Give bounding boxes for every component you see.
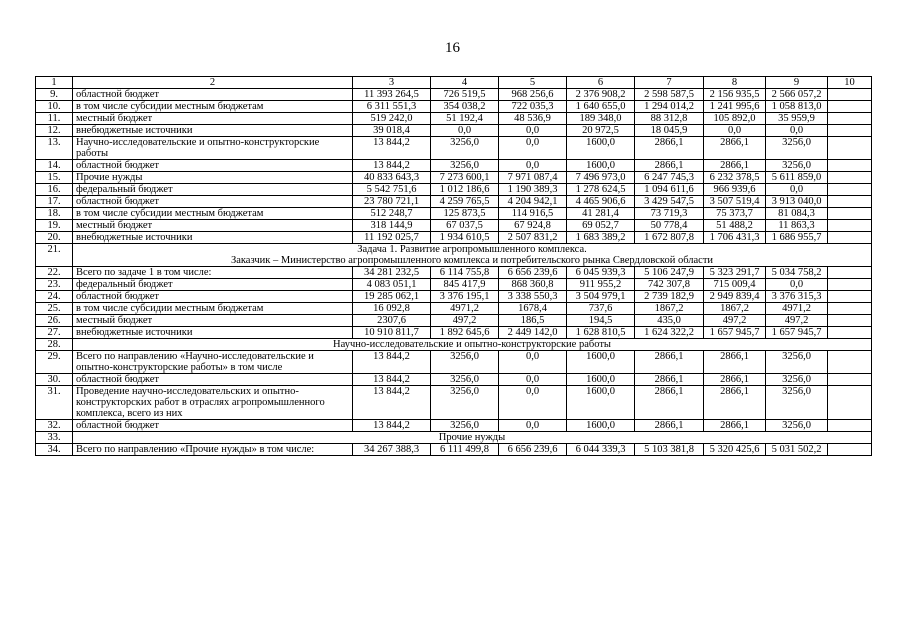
value-cell: 3 913 040,0 (766, 196, 828, 208)
value-cell: 6 656 239,6 (499, 444, 567, 456)
row-label: Всего по задаче 1 в том числе: (73, 267, 353, 279)
value-cell (828, 101, 872, 113)
row-number: 13. (36, 137, 73, 160)
value-cell: 48 536,9 (499, 113, 567, 125)
value-cell: 7 496 973,0 (567, 172, 635, 184)
value-cell: 1 278 624,5 (567, 184, 635, 196)
value-cell: 5 031 502,2 (766, 444, 828, 456)
row-number: 10. (36, 101, 73, 113)
section-title-line: Прочие нужды (438, 432, 506, 443)
value-cell: 2866,1 (704, 420, 766, 432)
value-cell: 497,2 (431, 315, 499, 327)
row-label: федеральный бюджет (73, 279, 353, 291)
value-cell: 3256,0 (431, 386, 499, 420)
row-label: внебюджетные источники (73, 125, 353, 137)
value-cell: 0,0 (499, 351, 567, 374)
value-cell: 73 719,3 (635, 208, 704, 220)
table-row (36, 184, 872, 196)
value-cell: 3256,0 (431, 374, 499, 386)
value-cell: 2866,1 (704, 351, 766, 374)
value-cell: 5 323 291,7 (704, 267, 766, 279)
value-cell: 88 312,8 (635, 113, 704, 125)
value-cell: 3256,0 (766, 374, 828, 386)
row-number: 17. (36, 196, 73, 208)
value-cell: 34 281 232,5 (353, 267, 431, 279)
table-row (36, 303, 872, 315)
row-number: 18. (36, 208, 73, 220)
value-cell: 1600,0 (567, 351, 635, 374)
value-cell: 40 833 643,3 (353, 172, 431, 184)
value-cell: 3256,0 (766, 160, 828, 172)
value-cell: 0,0 (499, 374, 567, 386)
value-cell: 4 204 942,1 (499, 196, 567, 208)
row-number: 26. (36, 315, 73, 327)
value-cell: 4971,2 (431, 303, 499, 315)
value-cell: 435,0 (635, 315, 704, 327)
row-number: 29. (36, 351, 73, 374)
row-number: 27. (36, 327, 73, 339)
section-title-line: Научно-исследовательские и опытно-конструкторские работы (333, 339, 611, 350)
value-cell: 0,0 (704, 125, 766, 137)
value-cell: 11 863,3 (766, 220, 828, 232)
value-cell: 2866,1 (635, 137, 704, 160)
value-cell: 2866,1 (704, 160, 766, 172)
value-cell (828, 374, 872, 386)
value-cell: 497,2 (766, 315, 828, 327)
value-cell: 5 034 758,2 (766, 267, 828, 279)
value-cell: 1 190 389,3 (499, 184, 567, 196)
value-cell: 7 273 600,1 (431, 172, 499, 184)
value-cell: 6 045 939,3 (567, 267, 635, 279)
value-cell: 75 373,7 (704, 208, 766, 220)
section-title (73, 339, 872, 351)
value-cell (828, 420, 872, 432)
value-cell: 1 892 645,6 (431, 327, 499, 339)
value-cell: 1 672 807,8 (635, 232, 704, 244)
value-cell: 3 504 979,1 (567, 291, 635, 303)
table-row (36, 220, 872, 232)
table-row (36, 125, 872, 137)
row-number: 34. (36, 444, 73, 456)
row-label: внебюджетные источники (73, 232, 353, 244)
column-header: 5 (499, 77, 567, 89)
column-header: 4 (431, 77, 499, 89)
value-cell (828, 220, 872, 232)
row-number: 20. (36, 232, 73, 244)
budget-table (35, 76, 872, 456)
row-label: областной бюджет (73, 291, 353, 303)
value-cell: 11 192 025,7 (353, 232, 431, 244)
value-cell: 1 934 610,5 (431, 232, 499, 244)
value-cell: 2866,1 (635, 374, 704, 386)
value-cell: 512 248,7 (353, 208, 431, 220)
row-number: 9. (36, 89, 73, 101)
value-cell (828, 315, 872, 327)
value-cell: 6 232 378,5 (704, 172, 766, 184)
value-cell: 497,2 (704, 315, 766, 327)
value-cell (828, 184, 872, 196)
value-cell: 13 844,2 (353, 137, 431, 160)
value-cell: 41 281,4 (567, 208, 635, 220)
value-cell: 318 144,9 (353, 220, 431, 232)
row-number: 16. (36, 184, 73, 196)
value-cell: 13 844,2 (353, 351, 431, 374)
row-number: 23. (36, 279, 73, 291)
value-cell (828, 125, 872, 137)
value-cell: 2866,1 (635, 386, 704, 420)
value-cell: 519 242,0 (353, 113, 431, 125)
value-cell: 2 739 182,9 (635, 291, 704, 303)
row-number: 12. (36, 125, 73, 137)
value-cell: 1600,0 (567, 160, 635, 172)
value-cell: 2 376 908,2 (567, 89, 635, 101)
row-number: 25. (36, 303, 73, 315)
value-cell: 105 892,0 (704, 113, 766, 125)
value-cell: 0,0 (499, 125, 567, 137)
column-header: 10 (828, 77, 872, 89)
value-cell (828, 267, 872, 279)
row-label: Всего по направлению «Прочие нужды» в том числе: (73, 444, 353, 456)
value-cell: 0,0 (431, 125, 499, 137)
table-row (36, 374, 872, 386)
value-cell: 5 106 247,9 (635, 267, 704, 279)
value-cell: 114 916,5 (499, 208, 567, 220)
table-row (36, 327, 872, 339)
table-row (36, 101, 872, 113)
table-row (36, 113, 872, 125)
value-cell: 3 429 547,5 (635, 196, 704, 208)
value-cell: 3 376 195,1 (431, 291, 499, 303)
row-label: областной бюджет (73, 374, 353, 386)
value-cell: 1600,0 (567, 374, 635, 386)
value-cell: 2 598 587,5 (635, 89, 704, 101)
value-cell: 5 320 425,6 (704, 444, 766, 456)
value-cell: 69 052,7 (567, 220, 635, 232)
value-cell: 966 939,6 (704, 184, 766, 196)
value-cell: 1 657 945,7 (704, 327, 766, 339)
value-cell: 1 706 431,3 (704, 232, 766, 244)
section-title (73, 244, 872, 267)
value-cell (828, 386, 872, 420)
value-cell: 19 285 062,1 (353, 291, 431, 303)
value-cell: 2 449 142,0 (499, 327, 567, 339)
value-cell: 4 083 051,1 (353, 279, 431, 291)
value-cell: 5 542 751,6 (353, 184, 431, 196)
value-cell: 868 360,8 (499, 279, 567, 291)
value-cell (828, 172, 872, 184)
value-cell: 354 038,2 (431, 101, 499, 113)
value-cell: 5 103 381,8 (635, 444, 704, 456)
value-cell: 13 844,2 (353, 386, 431, 420)
value-cell: 1600,0 (567, 137, 635, 160)
value-cell: 7 971 087,4 (499, 172, 567, 184)
value-cell: 968 256,6 (499, 89, 567, 101)
row-number: 33. (36, 432, 73, 444)
value-cell: 3 338 550,3 (499, 291, 567, 303)
table-header-row (36, 77, 872, 89)
value-cell: 3256,0 (766, 420, 828, 432)
page-number: 16 (445, 40, 460, 56)
row-number: 30. (36, 374, 73, 386)
value-cell: 13 844,2 (353, 374, 431, 386)
section-row (36, 339, 872, 351)
value-cell: 194,5 (567, 315, 635, 327)
value-cell: 1600,0 (567, 420, 635, 432)
row-label: в том числе субсидии местным бюджетам (73, 208, 353, 220)
row-label: местный бюджет (73, 113, 353, 125)
table-row (36, 444, 872, 456)
value-cell: 0,0 (766, 279, 828, 291)
value-cell (828, 303, 872, 315)
value-cell: 6 111 499,8 (431, 444, 499, 456)
value-cell: 2 949 839,4 (704, 291, 766, 303)
value-cell: 0,0 (499, 160, 567, 172)
value-cell: 16 092,8 (353, 303, 431, 315)
value-cell: 13 844,2 (353, 160, 431, 172)
value-cell: 1 628 810,5 (567, 327, 635, 339)
value-cell: 35 959,9 (766, 113, 828, 125)
row-number: 11. (36, 113, 73, 125)
table-row (36, 172, 872, 184)
table-row (36, 137, 872, 160)
value-cell: 1 058 813,0 (766, 101, 828, 113)
value-cell: 0,0 (766, 125, 828, 137)
value-cell (828, 232, 872, 244)
value-cell: 2307,6 (353, 315, 431, 327)
row-label: Проведение научно-исследовательских и опытно-конструкторских работ в отраслях агропромышленного комплекса, всего из них (73, 386, 353, 420)
value-cell: 1 657 945,7 (766, 327, 828, 339)
value-cell: 1 241 995,6 (704, 101, 766, 113)
value-cell: 0,0 (766, 184, 828, 196)
value-cell: 4971,2 (766, 303, 828, 315)
row-number: 28. (36, 339, 73, 351)
row-number: 15. (36, 172, 73, 184)
value-cell (828, 327, 872, 339)
value-cell: 34 267 388,3 (353, 444, 431, 456)
column-header: 7 (635, 77, 704, 89)
row-label: областной бюджет (73, 420, 353, 432)
row-number: 24. (36, 291, 73, 303)
column-header: 6 (567, 77, 635, 89)
value-cell: 1 294 014,2 (635, 101, 704, 113)
value-cell: 3256,0 (431, 351, 499, 374)
value-cell: 10 910 811,7 (353, 327, 431, 339)
table-row (36, 351, 872, 374)
value-cell: 81 084,3 (766, 208, 828, 220)
value-cell: 715 009,4 (704, 279, 766, 291)
value-cell: 726 519,5 (431, 89, 499, 101)
value-cell: 911 955,2 (567, 279, 635, 291)
row-label: областной бюджет (73, 196, 353, 208)
value-cell: 3256,0 (766, 386, 828, 420)
value-cell: 6 044 339,3 (567, 444, 635, 456)
row-number: 21. (36, 244, 73, 267)
table-row (36, 196, 872, 208)
value-cell (828, 89, 872, 101)
value-cell (828, 137, 872, 160)
value-cell: 67 037,5 (431, 220, 499, 232)
value-cell: 4 465 906,6 (567, 196, 635, 208)
value-cell: 1 624 322,2 (635, 327, 704, 339)
row-label: федеральный бюджет (73, 184, 353, 196)
value-cell: 1 640 655,0 (567, 101, 635, 113)
value-cell: 39 018,4 (353, 125, 431, 137)
value-cell: 11 393 264,5 (353, 89, 431, 101)
value-cell: 1 683 389,2 (567, 232, 635, 244)
value-cell: 1 094 611,6 (635, 184, 704, 196)
section-title-line: Задача 1. Развитие агропромышленного комплекса. (357, 244, 587, 255)
row-number: 19. (36, 220, 73, 232)
value-cell: 51 488,2 (704, 220, 766, 232)
table-row (36, 232, 872, 244)
value-cell: 6 247 745,3 (635, 172, 704, 184)
value-cell: 2 156 935,5 (704, 89, 766, 101)
row-label: Прочие нужды (73, 172, 353, 184)
value-cell: 18 045,9 (635, 125, 704, 137)
value-cell: 189 348,0 (567, 113, 635, 125)
value-cell: 125 873,5 (431, 208, 499, 220)
value-cell (828, 444, 872, 456)
row-number: 31. (36, 386, 73, 420)
column-header: 1 (36, 77, 73, 89)
value-cell: 13 844,2 (353, 420, 431, 432)
value-cell: 51 192,4 (431, 113, 499, 125)
row-number: 22. (36, 267, 73, 279)
section-title (73, 432, 872, 444)
value-cell: 3 507 519,4 (704, 196, 766, 208)
value-cell: 6 656 239,6 (499, 267, 567, 279)
row-label: внебюджетные источники (73, 327, 353, 339)
value-cell: 3256,0 (766, 351, 828, 374)
value-cell: 5 611 859,0 (766, 172, 828, 184)
table-row (36, 420, 872, 432)
value-cell: 845 417,9 (431, 279, 499, 291)
value-cell (828, 279, 872, 291)
value-cell: 1867,2 (635, 303, 704, 315)
value-cell: 1 686 955,7 (766, 232, 828, 244)
value-cell: 6 114 755,8 (431, 267, 499, 279)
value-cell (828, 160, 872, 172)
value-cell: 2 566 057,2 (766, 89, 828, 101)
row-label: областной бюджет (73, 89, 353, 101)
section-row (36, 432, 872, 444)
value-cell: 1678,4 (499, 303, 567, 315)
value-cell: 2866,1 (635, 420, 704, 432)
table-row (36, 89, 872, 101)
table-row (36, 267, 872, 279)
value-cell: 2866,1 (635, 160, 704, 172)
table-body (36, 77, 872, 456)
row-label: областной бюджет (73, 160, 353, 172)
value-cell (828, 113, 872, 125)
column-header: 2 (73, 77, 353, 89)
value-cell: 3256,0 (431, 137, 499, 160)
value-cell (828, 196, 872, 208)
value-cell: 1867,2 (704, 303, 766, 315)
value-cell: 3256,0 (766, 137, 828, 160)
value-cell: 3256,0 (431, 160, 499, 172)
value-cell: 2866,1 (704, 374, 766, 386)
table-row (36, 208, 872, 220)
value-cell: 2866,1 (635, 351, 704, 374)
row-number: 14. (36, 160, 73, 172)
value-cell: 1600,0 (567, 386, 635, 420)
value-cell: 722 035,3 (499, 101, 567, 113)
value-cell: 0,0 (499, 137, 567, 160)
value-cell (828, 208, 872, 220)
value-cell: 0,0 (499, 386, 567, 420)
column-header: 8 (704, 77, 766, 89)
value-cell: 20 972,5 (567, 125, 635, 137)
value-cell: 6 311 551,3 (353, 101, 431, 113)
column-header: 3 (353, 77, 431, 89)
value-cell: 2866,1 (704, 386, 766, 420)
value-cell: 1 012 186,6 (431, 184, 499, 196)
table-row (36, 315, 872, 327)
value-cell (828, 351, 872, 374)
row-label: Всего по направлению «Научно-исследовательские и опытно-конструкторские работы» в том числе (73, 351, 353, 374)
row-label: местный бюджет (73, 220, 353, 232)
value-cell: 3256,0 (431, 420, 499, 432)
value-cell (828, 291, 872, 303)
column-header: 9 (766, 77, 828, 89)
row-label: местный бюджет (73, 315, 353, 327)
value-cell: 742 307,8 (635, 279, 704, 291)
value-cell: 2 507 831,2 (499, 232, 567, 244)
row-number: 32. (36, 420, 73, 432)
value-cell: 2866,1 (704, 137, 766, 160)
table-row (36, 160, 872, 172)
section-row (36, 244, 872, 267)
section-title-line: Заказчик – Министерство агропромышленного комплекса и потребительского рынка Свердловской области (230, 255, 714, 266)
value-cell: 23 780 721,1 (353, 196, 431, 208)
table-row (36, 279, 872, 291)
table-row (36, 386, 872, 420)
value-cell: 0,0 (499, 420, 567, 432)
value-cell: 50 778,4 (635, 220, 704, 232)
value-cell: 186,5 (499, 315, 567, 327)
row-label: в том числе субсидии местным бюджетам (73, 101, 353, 113)
row-label: Научно-исследовательские и опытно-конструкторские работы (73, 137, 353, 160)
row-label: в том числе субсидии местным бюджетам (73, 303, 353, 315)
value-cell: 67 924,8 (499, 220, 567, 232)
value-cell: 737,6 (567, 303, 635, 315)
table-row (36, 291, 872, 303)
value-cell: 4 259 765,5 (431, 196, 499, 208)
value-cell: 3 376 315,3 (766, 291, 828, 303)
